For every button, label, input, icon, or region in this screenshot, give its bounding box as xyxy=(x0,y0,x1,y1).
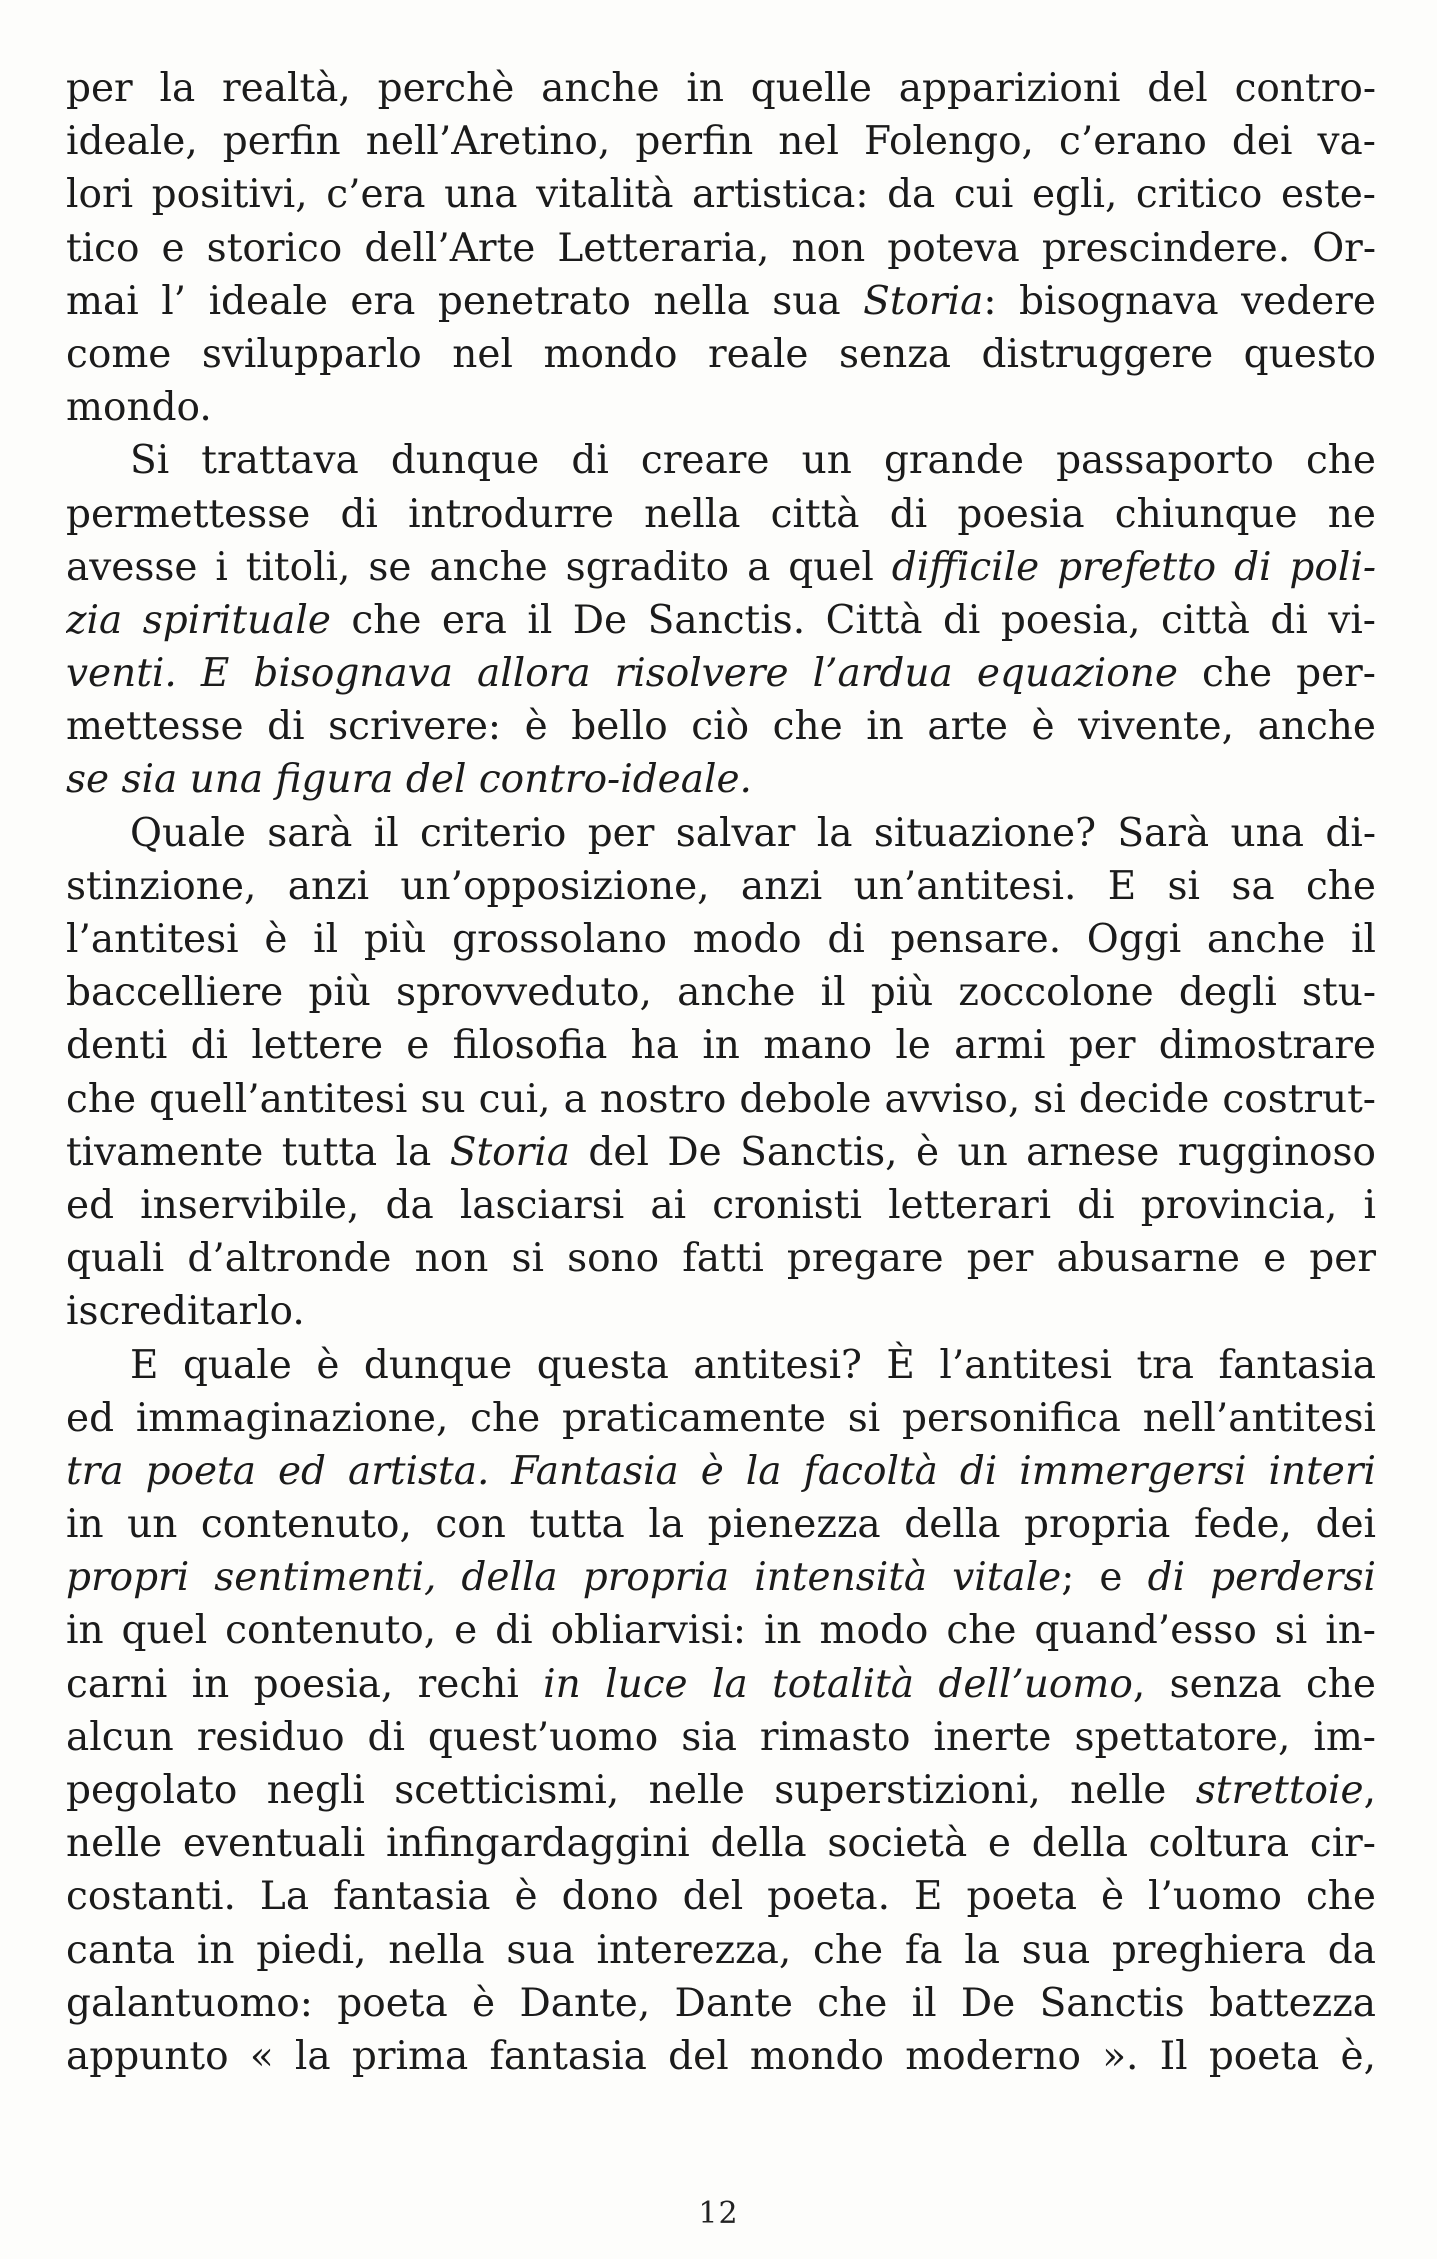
text-segment: iscreditarlo. xyxy=(66,1289,305,1335)
text-segment: , xyxy=(1363,1768,1376,1813)
text-segment: denti di lettere e filosofia ha in mano le armi per dimostrare xyxy=(66,1023,1376,1069)
text-line xyxy=(66,1445,1376,1498)
italic-text-segment: Storia xyxy=(863,278,984,324)
italic-text-segment: strettoie xyxy=(1195,1768,1364,1813)
text-segment: per la realtà, perchè anche in quelle apparizioni del contro- xyxy=(66,66,1376,111)
text-segment: ed inservibile, da lasciarsi ai cronisti letterari di provincia, i xyxy=(66,1182,1376,1228)
text-segment: ed immaginazione, che praticamente si personifica nell’antitesi xyxy=(66,1395,1376,1441)
text-line xyxy=(66,753,1376,806)
text-line xyxy=(66,1179,1376,1232)
text-line xyxy=(66,328,1376,381)
text-line xyxy=(66,1392,1376,1445)
text-segment: tivamente tutta la xyxy=(66,1129,450,1175)
page-number: 12 xyxy=(698,2196,739,2231)
text-segment: ideale, perfin nell’Aretino, perfin nel Folengo, c’erano dei va- xyxy=(66,119,1376,165)
text-segment: mai l’ ideale era penetrato nella sua xyxy=(66,278,864,324)
text-line xyxy=(66,1498,1376,1551)
text-line xyxy=(66,647,1376,700)
text-line xyxy=(66,541,1376,594)
text-segment: in un contenuto, con tutta la pienezza della propria fede, dei xyxy=(66,1502,1376,1548)
text-segment: che era il De Sanctis. Città di poesia, città di vi- xyxy=(330,597,1376,643)
text-line xyxy=(66,168,1376,221)
text-line xyxy=(66,1232,1376,1285)
text-line xyxy=(66,1924,1376,1977)
text-segment: , senza che xyxy=(1132,1661,1376,1707)
text-line xyxy=(66,860,1376,913)
text-segment: lori positivi, c’era una vitalità artistica: da cui egli, critico este- xyxy=(66,172,1376,218)
text-line xyxy=(66,1658,1376,1711)
text-line xyxy=(66,1977,1376,2030)
italic-text-segment: tra poeta ed artista. Fantasia è la facoltà di immergersi interi xyxy=(66,1448,1376,1494)
italic-text-segment: Storia xyxy=(449,1129,570,1175)
text-line xyxy=(66,594,1376,647)
text-segment: che per- xyxy=(1177,651,1376,697)
text-line xyxy=(66,2030,1376,2083)
text-line xyxy=(66,1604,1376,1657)
text-segment: alcun residuo di quest’uomo sia rimasto inerte spettatore, im- xyxy=(66,1714,1376,1760)
text-line xyxy=(66,1817,1376,1870)
text-line xyxy=(66,115,1376,168)
text-segment: avesse i titoli, se anche sgradito a quel xyxy=(66,544,892,590)
italic-text-segment: propri sentimenti, della propria intensità vitale xyxy=(66,1555,1062,1601)
text-line xyxy=(66,1019,1376,1072)
text-line xyxy=(66,1551,1376,1604)
text-line xyxy=(66,1711,1376,1764)
text-line xyxy=(66,1285,1376,1338)
text-segment: come svilupparlo nel mondo reale senza distruggere questo xyxy=(66,331,1376,377)
text-segment: appunto « la prima fantasia del mondo moderno ». Il poeta è, xyxy=(66,2033,1376,2079)
text-line xyxy=(66,1870,1376,1923)
text-segment: costanti. La fantasia è dono del poeta. E poeta è l’uomo che xyxy=(66,1874,1376,1920)
italic-text-segment: venti. E bisognava allora risolvere l’ardua equazione xyxy=(66,651,1178,697)
italic-text-segment: di perdersi xyxy=(1147,1555,1376,1601)
text-segment: tico e storico dell’Arte Letteraria, non poteva prescindere. Or- xyxy=(66,225,1376,271)
text-segment: canta in piedi, nella sua interezza, che fa la sua preghiera da xyxy=(66,1927,1376,1973)
text-segment: Quale sarà il criterio per salvar la situazione? Sarà una di- xyxy=(130,810,1376,856)
text-line xyxy=(66,222,1376,275)
text-segment: in quel contenuto, e di obliarvisi: in modo che quand’esso si in- xyxy=(66,1608,1376,1654)
text-segment: ; e xyxy=(1061,1555,1148,1601)
text-line xyxy=(66,966,1376,1019)
text-line xyxy=(66,1339,1376,1392)
text-segment: del De Sanctis, è un arnese rugginoso xyxy=(569,1129,1376,1175)
text-segment: l’antitesi è il più grossolano modo di pensare. Oggi anche il xyxy=(66,917,1376,962)
italic-text-segment: difficile prefetto di poli- xyxy=(891,544,1376,590)
text-segment: galantuomo: poeta è Dante, Dante che il De Sanctis battezza xyxy=(66,1980,1376,2026)
text-line xyxy=(66,807,1376,860)
text-segment: carni in poesia, rechi xyxy=(66,1661,544,1707)
italic-text-segment: zia spirituale xyxy=(66,597,331,643)
text-line xyxy=(66,434,1376,487)
text-line xyxy=(66,381,1376,434)
text-line xyxy=(66,62,1376,115)
text-segment: mondo. xyxy=(66,385,212,431)
text-line xyxy=(66,1126,1376,1179)
text-segment: permettesse di introdurre nella città di poesia chiunque ne xyxy=(66,491,1376,537)
text-segment: stinzione, anzi un’opposizione, anzi un’antitesi. E si sa che xyxy=(66,863,1376,909)
text-segment: baccelliere più sprovveduto, anche il più zoccolone degli stu- xyxy=(66,970,1376,1016)
italic-text-segment: in luce la totalità dell’uomo xyxy=(543,1661,1133,1707)
text-segment: nelle eventuali infingardaggini della società e della coltura cir- xyxy=(66,1821,1376,1867)
text-line xyxy=(66,1073,1376,1126)
text-segment: pegolato negli scetticismi, nelle superstizioni, nelle xyxy=(66,1768,1196,1813)
text-line xyxy=(66,488,1376,541)
text-segment: che quell’antitesi su cui, a nostro debole avviso, si decide costrut- xyxy=(66,1076,1376,1122)
text-segment: Si trattava dunque di creare un grande passaporto che xyxy=(130,438,1376,484)
text-line xyxy=(66,1764,1376,1817)
text-line xyxy=(66,700,1376,753)
italic-text-segment: se sia una figura del contro-ideale. xyxy=(66,757,752,803)
text-segment: : bisognava vedere xyxy=(983,278,1376,324)
text-segment: E quale è dunque questa antitesi? È l’antitesi tra fantasia xyxy=(130,1342,1376,1388)
text-line xyxy=(66,275,1376,328)
text-line xyxy=(66,913,1376,966)
text-segment: quali d’altronde non si sono fatti pregare per abusarne e per xyxy=(66,1236,1376,1282)
body-text xyxy=(66,62,1376,2083)
text-segment: mettesse di scrivere: è bello ciò che in arte è vivente, anche xyxy=(66,704,1376,750)
